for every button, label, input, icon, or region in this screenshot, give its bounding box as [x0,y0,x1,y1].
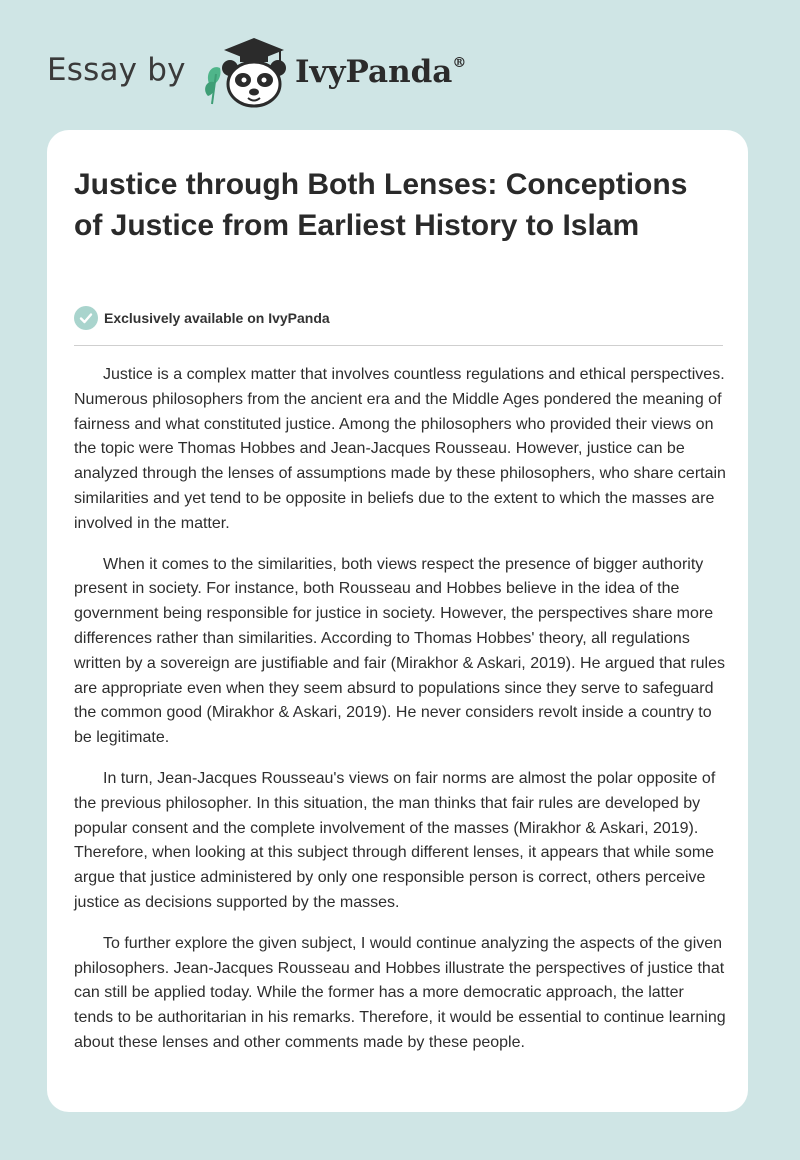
brand-logo-text[interactable] [295,54,466,90]
essay-by-label: Essay by [47,52,186,88]
title-divider [74,345,723,346]
panda-graduate-icon[interactable] [202,34,288,110]
check-circle-icon [74,306,98,330]
essay-title: Justice through Both Lenses: Conceptions of Justice from Earliest History to Islam [74,168,688,242]
essay-paragraph: Justice is a complex matter that involves countless regulations and ethical perspectives. Numerous philosophers from the ancient era and the Middle Ages pondered the meaning of fairness and what constituted justice. Among the philosophers who provided their views on the topic were Thomas Hobbes and Jean-Jacques Rousseau. However, justice can be analyzed through the lenses of assumptions made by these philosophers, who share certain similarities and yet tend to be opposite in beliefs due to the extent to which the masses are involved in the matter. [74,366,726,532]
exclusive-badge-text: Exclusively available on IvyPanda [104,310,330,326]
essay-body [74,363,726,1072]
site-header [47,34,547,114]
registered-mark: ® [452,54,467,71]
essay-paragraph: When it comes to the similarities, both views respect the presence of bigger authority present in society. For instance, both Rousseau and Hobbes believe in the idea of the government being responsible for justice in society. However, the perspectives share more differences rather than similarities. According to Thomas Hobbes' theory, all regulations written by a sovereign are justifiable and fair (Mirakhor & Askari, 2019). He argued that rules are appropriate even when they seem absurd to populations since they serve to safeguard the common good (Mirakhor & Askari, 2019). He never considers revolt inside a country to be legitimate. [74,555,725,747]
essay-card [47,130,748,1112]
essay-paragraph: To further explore the given subject, I would continue analyzing the aspects of the given philosophers. Jean-Jacques Rousseau and Hobbes illustrate the perspectives of justice that can still be applied today. While the former has a more democratic approach, the latter tends to be authoritarian in his remarks. Therefore, it would be essential to continue learning about these lenses and other comments made by these people. [74,934,726,1051]
exclusive-badge [74,305,330,331]
brand-name: IvyPanda [295,54,453,90]
essay-paragraph: In turn, Jean-Jacques Rousseau's views on fair norms are almost the polar opposite of the previous philosopher. In this situation, the man thinks that fair rules are developed by popular consent and the complete involvement of the masses (Mirakhor & Askari, 2019). Therefore, when looking at this subject through different lenses, it appears that while some argue that justice administered by only one responsible person is correct, others perceive justice as decisions supported by the masses. [74,769,716,911]
